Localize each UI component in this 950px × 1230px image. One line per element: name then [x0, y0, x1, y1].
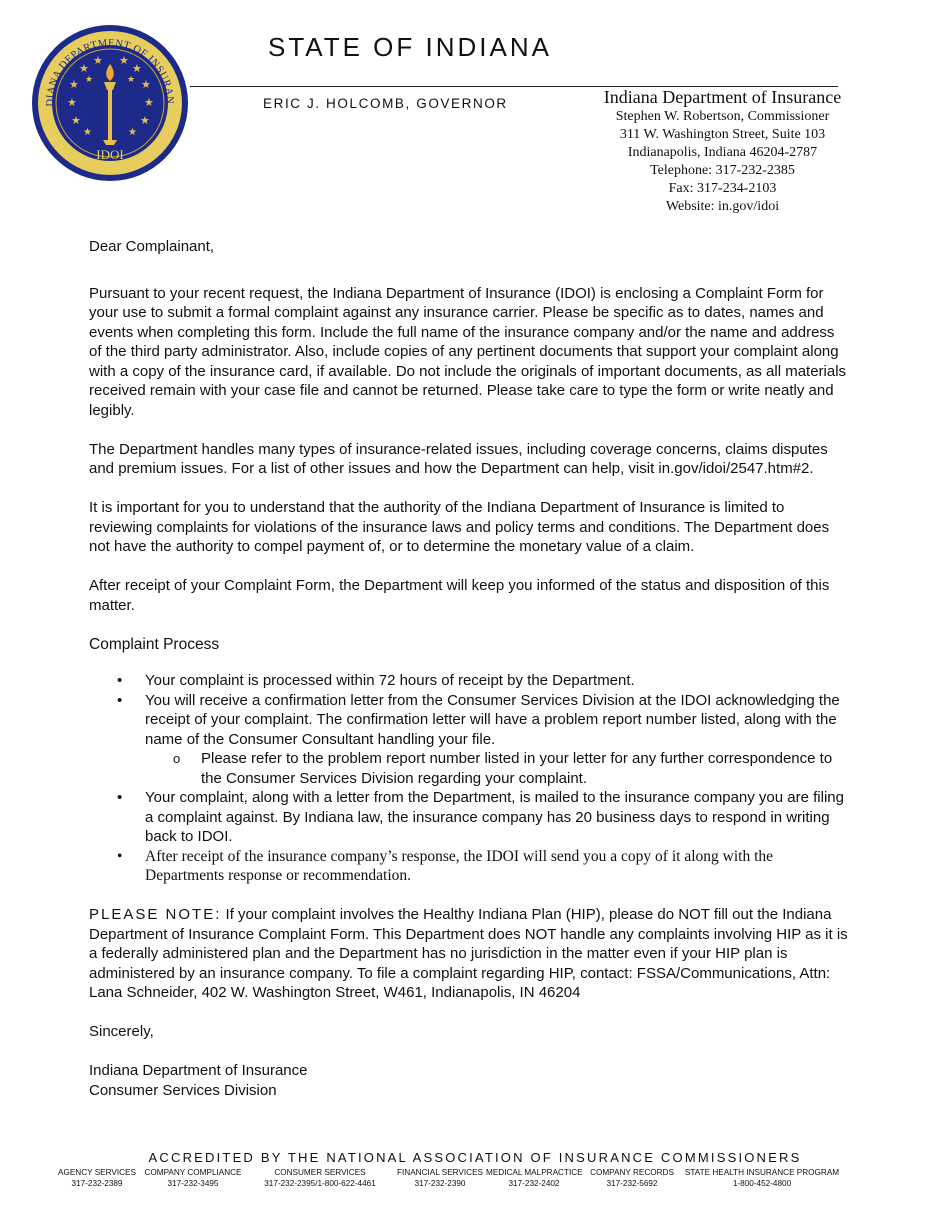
footer-contact-phone: 317-232-2390 [414, 1179, 466, 1188]
svg-text:★: ★ [140, 115, 150, 127]
svg-text:★: ★ [132, 63, 142, 75]
list-item-text: You will receive a confirmation letter from the Consumer Services Division at the IDOI acknowledging the receipt of your complaint. The confirmation letter will have a problem report number listed, along with the name of the Consumer Consultant handling your file. [145, 691, 840, 748]
list-item [89, 691, 849, 789]
svg-text:★: ★ [119, 55, 129, 67]
paragraph-issues: The Department handles many types of insurance-related issues, including coverage concerns, claims disputes and premium issues. For a list of other issues and how the Department can help, visit in.gov/idoi/2547.htm#2. [89, 440, 828, 477]
svg-text:★: ★ [83, 127, 92, 138]
paragraph-authority: It is important for you to understand that the authority of the Indiana Department of Insurance is limited to reviewing complaints for violations of the insurance laws and policy terms and conditions. The Department does not have the authority to compel payment of, or to determine the monetary value of a claim. [89, 499, 830, 555]
footer-contacts [54, 1167, 844, 1189]
footer-contact-name: COMPANY COMPLIANCE [144, 1168, 242, 1177]
svg-text:★: ★ [71, 115, 81, 127]
svg-text:★: ★ [144, 97, 154, 109]
footer-contact-phone: 317-232-2389 [71, 1179, 123, 1188]
svg-text:★: ★ [85, 74, 94, 84]
footer-contact [140, 1167, 246, 1189]
commissioner: Stephen W. Robertson, Commissioner [615, 109, 830, 124]
closing: Sincerely, [89, 1023, 154, 1040]
website: Website: in.gov/idoi [665, 199, 780, 214]
footer-contact-phone: 317-232-2402 [508, 1179, 560, 1188]
accreditation-line: ACCREDITED BY THE NATIONAL ASSOCIATION OF INSURANCE COMMISSIONERS [148, 1150, 802, 1165]
seal-graphic [31, 24, 189, 182]
svg-text:★: ★ [67, 97, 77, 109]
governor-name: ERIC J. HOLCOMB, GOVERNOR [263, 96, 508, 111]
letter-body [89, 237, 849, 1100]
svg-text:★: ★ [93, 55, 103, 67]
list-item [89, 671, 849, 691]
bullet-icon: • [117, 789, 123, 806]
footer-contact [54, 1167, 140, 1189]
svg-text:★: ★ [141, 79, 151, 91]
footer-contact-name: STATE HEALTH INSURANCE PROGRAM [684, 1168, 840, 1177]
svg-text:★: ★ [128, 127, 137, 138]
paragraph-status: After receipt of your Complaint Form, the Department will keep you informed of the status and disposition of this matter. [89, 577, 830, 614]
department-contact-block [560, 86, 885, 216]
seal-abbrev: IDOI [96, 147, 124, 162]
footer-contact [582, 1167, 682, 1189]
footer-contact-name: CONSUMER SERVICES [274, 1168, 366, 1177]
list-item-text: Your complaint, along with a letter from the Department, is mailed to the insurance company you are filing a complaint against. By Indiana law, the insurance company has 20 business days to respond in writing back to IDOI. [145, 789, 844, 845]
sub-list-item-text: Please refer to the problem report number listed in your letter for any further correspondence to the Consumer Services Division regarding your complaint. [201, 750, 833, 787]
address-line-1: 311 W. Washington Street, Suite 103 [619, 127, 826, 142]
circle-bullet-icon: o [173, 751, 181, 766]
svg-text:★: ★ [127, 74, 136, 84]
fax: Fax: 317-234-2103 [668, 181, 777, 196]
note-label: PLEASE NOTE: [89, 906, 222, 923]
page-title: STATE OF INDIANA [268, 32, 552, 62]
footer-contact-name: COMPANY RECORDS [590, 1168, 674, 1177]
note-text: If your complaint involves the Healthy Indiana Plan (HIP), please do NOT fill out the Indiana Department of Insurance Complaint Form. This Department does NOT handle any complaints involving HIP as it is a federally administered plan and the Department has no jurisdiction in the matter even if your HIP plan is administered by an insurance company. To file a complaint regarding HIP, contact: FSSA/Communications, Attn: Lana Schneider, 402 W. Washington Street, W461, Indianapolis, IN 46204 [89, 906, 848, 1001]
svg-text:★: ★ [79, 63, 89, 75]
list-item [89, 847, 849, 886]
footer-contact-phone: 317-232-5692 [606, 1179, 658, 1188]
footer-contact-phone: 1-800-452-4800 [732, 1179, 792, 1188]
bullet-icon: • [117, 672, 123, 689]
complaint-process-heading: Complaint Process [89, 635, 220, 653]
list-item [89, 788, 849, 847]
address-line-2: Indianapolis, Indiana 46204-2787 [627, 145, 818, 160]
please-note [89, 905, 849, 1003]
bullet-icon: • [117, 847, 123, 865]
seal-ring-text: DIANA DEPARTMENT OF INSURAN [44, 37, 176, 107]
footer-contact-name: FINANCIAL SERVICES [397, 1168, 483, 1177]
footer-contact [394, 1167, 486, 1189]
footer-contact [246, 1167, 394, 1189]
idoi-seal [31, 24, 189, 182]
sub-list [145, 749, 849, 788]
footer-contact-phone: 317-232-2395/1-800-622-4461 [264, 1179, 376, 1188]
list-item-text: Your complaint is processed within 72 hours of receipt by the Department. [145, 672, 635, 689]
footer-contact-name: AGENCY SERVICES [58, 1168, 136, 1177]
sub-list-item [145, 749, 849, 788]
footer-contact [486, 1167, 582, 1189]
department-name: Indiana Department of Insurance [603, 87, 842, 107]
footer-contact-name: MEDICAL MALPRACTICE [486, 1168, 583, 1177]
salutation: Dear Complainant, [89, 238, 215, 255]
svg-text:★: ★ [69, 79, 79, 91]
complaint-process-list [89, 671, 849, 886]
paragraph-intro: Pursuant to your recent request, the Indiana Department of Insurance (IDOI) is enclosing a Complaint Form for your use to submit a formal complaint against any insurance carrier. Please be specific as to dates, names and events when completing this form. Include the full name of the insurance company and/or the name and address of the third party administrator. Also, include copies of any pertinent documents that support your complaint along with a copy of the insurance card, if available. Do not include the originals of important documents, as all materials received remain with your case file and cannot be returned. Please take care to type the form or write neatly and legibly. [89, 284, 847, 419]
list-item-text: After receipt of the insurance company’s response, the IDOI will send you a copy of it along with the Departments response or recommendation. [145, 847, 773, 884]
footer-contact-phone: 317-232-3495 [167, 1179, 219, 1188]
signature-line-2: Consumer Services Division [89, 1081, 277, 1099]
footer-contact [682, 1167, 842, 1189]
signature-line-1: Indiana Department of Insurance [89, 1062, 308, 1079]
telephone: Telephone: 317-232-2385 [650, 163, 795, 178]
bullet-icon: • [117, 691, 123, 709]
